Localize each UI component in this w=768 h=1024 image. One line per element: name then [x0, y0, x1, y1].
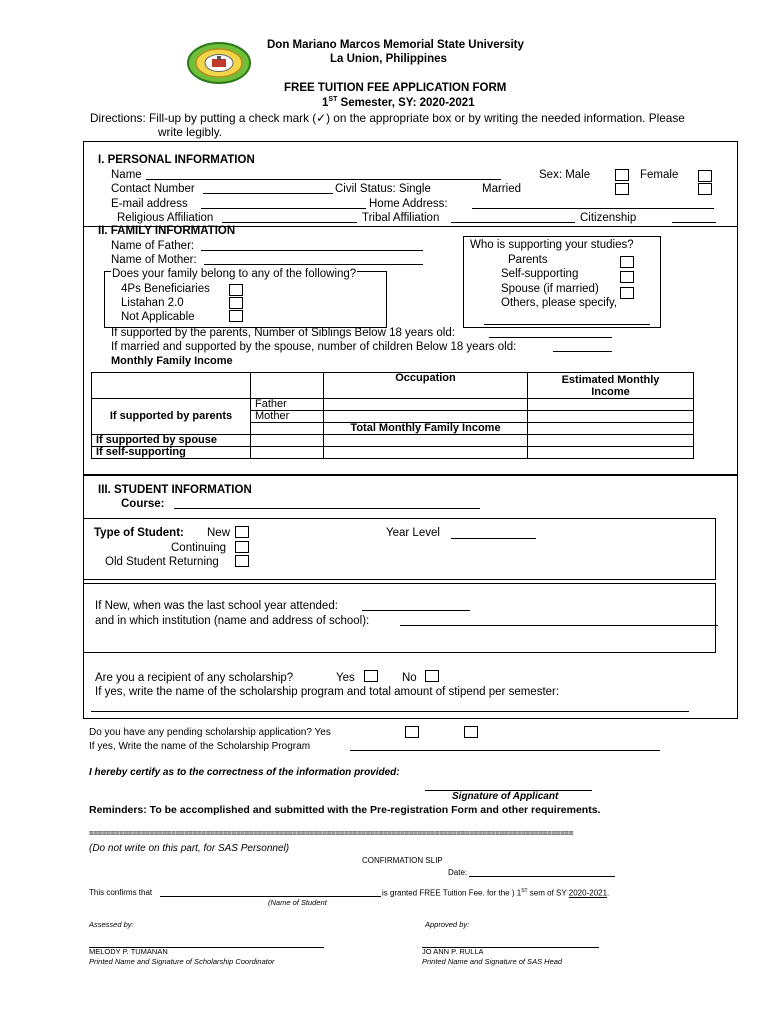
type-of-student-label: Type of Student:: [94, 527, 184, 539]
scholarship-no-label: No: [402, 672, 417, 684]
course-label: Course:: [121, 498, 165, 510]
row-parents-label: If supported by parents: [92, 399, 251, 435]
self-income-cell[interactable]: [528, 447, 694, 459]
assessed-by-label: Assessed by:: [89, 920, 134, 929]
religious-field[interactable]: [222, 211, 357, 223]
self-supporting-checkbox[interactable]: [620, 271, 634, 283]
children-field[interactable]: [553, 340, 612, 352]
spouse-occupation-cell[interactable]: [324, 435, 528, 447]
mother-name-field[interactable]: [204, 253, 423, 265]
pending-detail-field[interactable]: [350, 739, 660, 751]
siblings-field[interactable]: [489, 326, 612, 338]
opt-4ps-label: 4Ps Beneficiaries: [121, 283, 210, 295]
form-title: FREE TUITION FEE APPLICATION FORM: [284, 82, 507, 94]
personal-heading: I. PERSONAL INFORMATION: [98, 154, 255, 166]
opt-listahan-label: Listahan 2.0: [121, 297, 184, 309]
certify-statement: I hereby certify as to the correctness of the information provided:: [89, 767, 400, 778]
head-title: Printed Name and Signature of SAS Head: [422, 957, 563, 966]
slip-date-label: Date:: [448, 868, 468, 877]
university-location: La Union, Philippines: [330, 53, 447, 65]
total-income-label: Total Monthly Family Income: [324, 423, 528, 435]
divider-line: ================================================================================================================: [89, 829, 574, 838]
spouse-label: Spouse (if married): [501, 283, 599, 295]
4ps-checkbox[interactable]: [229, 284, 243, 296]
course-field[interactable]: [174, 497, 480, 509]
home-address-field[interactable]: [472, 197, 714, 209]
pending-detail-label: If yes, Write the name of the Scholarship Program: [89, 741, 311, 752]
name-field[interactable]: [146, 168, 501, 180]
scholarship-yes-checkbox[interactable]: [364, 670, 378, 682]
year-level-label: Year Level: [386, 527, 440, 539]
sex-male-label: Sex: Male: [539, 169, 591, 181]
not-applicable-checkbox[interactable]: [229, 310, 243, 322]
mother-row-label: Mother: [251, 411, 324, 423]
income-heading: Monthly Family Income: [111, 355, 233, 367]
continuing-label: Continuing: [171, 542, 226, 554]
parents-checkbox[interactable]: [620, 256, 634, 268]
tribal-field[interactable]: [451, 211, 575, 223]
name-of-student-caption: (Name of Student: [268, 898, 327, 907]
total-income-cell[interactable]: [528, 423, 694, 435]
name-label: Name: [111, 169, 142, 181]
father-name-field[interactable]: [201, 239, 423, 251]
father-name-label: Name of Father:: [111, 240, 195, 252]
last-sy-field[interactable]: [362, 599, 470, 611]
female-checkbox[interactable]: [698, 170, 712, 182]
mother-income-cell[interactable]: [528, 411, 694, 423]
home-address-label: Home Address:: [369, 198, 448, 210]
last-sy-label: If New, when was the last school year attended:: [95, 600, 338, 612]
row-spouse-label: If supported by spouse: [92, 435, 251, 447]
institution-field[interactable]: [400, 614, 718, 626]
family-heading: II. FAMILY INFORMATION: [98, 225, 236, 237]
scholarship-no-checkbox[interactable]: [425, 670, 439, 682]
university-seal-logo: [186, 42, 252, 84]
father-occupation-cell[interactable]: [324, 399, 528, 411]
coordinator-title: Printed Name and Signature of Scholarship Coordinator: [89, 957, 275, 966]
row-self-label: If self-supporting: [92, 447, 251, 459]
mother-name-label: Name of Mother:: [111, 254, 197, 266]
religious-label: Religious Affiliation: [117, 212, 214, 224]
self-occupation-cell[interactable]: [324, 447, 528, 459]
mother-occupation-cell[interactable]: [324, 411, 528, 423]
approved-by-label: Approved by:: [425, 920, 470, 929]
male-checkbox[interactable]: [615, 169, 629, 181]
scholarship-question: Are you a recipient of any scholarship?: [95, 672, 294, 684]
slip-date-field[interactable]: [469, 866, 615, 877]
scholarship-detail-field[interactable]: [91, 700, 689, 712]
sas-note: (Do not write on this part, for SAS Personnel): [89, 843, 290, 854]
new-checkbox[interactable]: [235, 526, 249, 538]
citizenship-label: Citizenship: [580, 212, 637, 224]
married-checkbox[interactable]: [698, 183, 712, 195]
signature-field[interactable]: [425, 779, 592, 791]
new-label: New: [207, 527, 231, 539]
reminder: Reminders: To be accomplished and submitted with the Pre-registration Form and other requirements.: [89, 804, 601, 816]
opt-not-applicable-label: Not Applicable: [121, 311, 195, 323]
citizenship-field[interactable]: [672, 211, 716, 223]
income-table: [91, 372, 694, 459]
income-header: Estimated Monthly Income: [528, 373, 694, 399]
old-student-label: Old Student Returning: [105, 556, 219, 568]
scholarship-detail-label: If yes, write the name of the scholarship program and total amount of stipend per semester:: [95, 686, 560, 698]
scholarship-yes-label: Yes: [336, 672, 355, 684]
pending-question: Do you have any pending scholarship application? Yes: [89, 727, 331, 738]
pending-no-checkbox[interactable]: [464, 726, 478, 738]
signature-label: Signature of Applicant: [452, 791, 559, 802]
children-label: If married and supported by the spouse, number of children Below 18 years old:: [111, 341, 517, 353]
tribal-label: Tribal Affiliation: [362, 212, 440, 224]
single-checkbox[interactable]: [615, 183, 629, 195]
contact-field[interactable]: [203, 182, 333, 194]
support-question: Who is supporting your studies?: [470, 239, 634, 251]
continuing-checkbox[interactable]: [235, 541, 249, 553]
head-name: JO ANN P. RULLA: [422, 947, 484, 956]
pending-yes-checkbox[interactable]: [405, 726, 419, 738]
female-label: Female: [640, 169, 679, 181]
university-name: Don Mariano Marcos Memorial State University: [267, 39, 524, 51]
year-level-field[interactable]: [451, 527, 536, 539]
coordinator-name: MELODY P. TUMANAN: [89, 947, 168, 956]
father-row-label: Father: [251, 399, 324, 411]
civil-status-single-label: Civil Status: Single: [335, 183, 431, 195]
email-label: E-mail address: [111, 198, 188, 210]
student-heading: III. STUDENT INFORMATION: [98, 484, 252, 496]
spouse-checkbox[interactable]: [620, 287, 634, 299]
granted-text: is granted FREE Tuition Fee. for the ) 1ST sem of SY 2020-2021.: [382, 888, 610, 898]
married-label: Married: [482, 183, 521, 195]
institution-label: and in which institution (name and address of school):: [95, 615, 370, 627]
others-label: Others, please specify,: [501, 297, 618, 309]
old-student-checkbox[interactable]: [235, 555, 249, 567]
others-specify-field[interactable]: [484, 313, 650, 325]
directions-line-1: Directions: Fill-up by putting a check mark (✓) on the appropriate box or by writing the needed information. Please: [90, 111, 685, 125]
semester-line: 1ST Semester, SY: 2020-2021: [322, 96, 475, 109]
self-supporting-label: Self-supporting: [501, 268, 579, 280]
occupation-header: Occupation: [324, 373, 528, 399]
father-income-cell[interactable]: [528, 399, 694, 411]
student-name-field[interactable]: [160, 886, 381, 897]
confirmation-slip-title: CONFIRMATION SLIP: [362, 856, 443, 865]
siblings-label: If supported by the parents, Number of Siblings Below 18 years old:: [111, 327, 455, 339]
email-field[interactable]: [201, 197, 366, 209]
listahan-checkbox[interactable]: [229, 297, 243, 309]
confirms-label: This confirms that: [89, 888, 153, 897]
directions-line-2: write legibly.: [158, 125, 223, 139]
parents-label: Parents: [508, 254, 548, 266]
belong-question: Does your family belong to any of the following?: [112, 268, 357, 280]
spouse-income-cell[interactable]: [528, 435, 694, 447]
contact-label: Contact Number: [111, 183, 195, 195]
